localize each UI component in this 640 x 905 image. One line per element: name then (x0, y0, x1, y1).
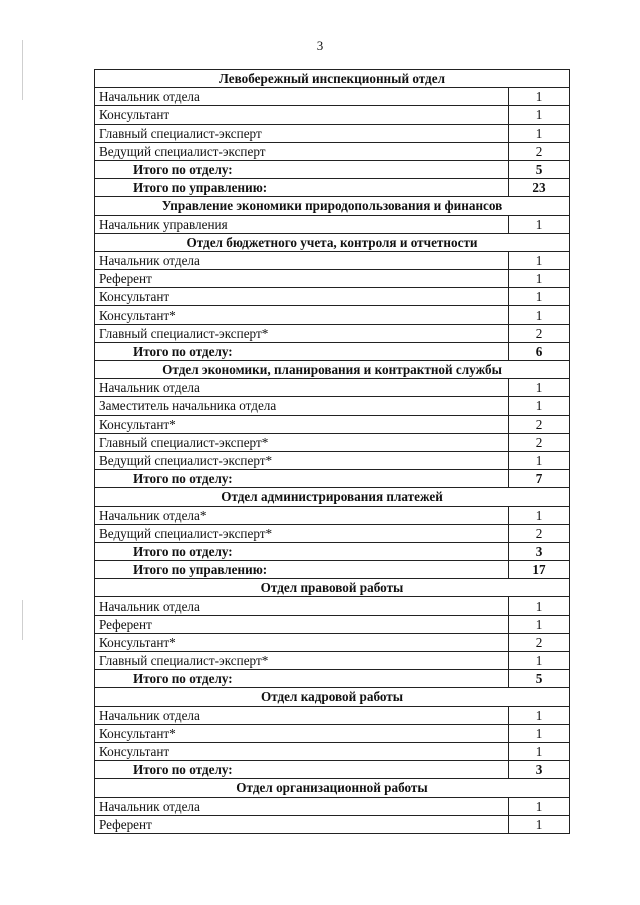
position-count: 2 (509, 415, 570, 433)
total-row (95, 761, 570, 779)
position-row (95, 797, 570, 815)
position-row (95, 88, 570, 106)
position-count: 1 (509, 724, 570, 742)
position-row (95, 433, 570, 451)
position-row (95, 524, 570, 542)
total-count: 5 (509, 160, 570, 178)
section-title: Отдел правовой работы (95, 579, 570, 597)
total-label: Итого по отделу: (95, 761, 509, 779)
position-count: 1 (509, 270, 570, 288)
position-name: Консультант (95, 742, 509, 760)
total-label: Итого по отделу: (95, 160, 509, 178)
total-label: Итого по отделу: (95, 342, 509, 360)
section-title: Отдел организационной работы (95, 779, 570, 797)
position-name: Консультант* (95, 633, 509, 651)
position-name: Начальник отдела (95, 251, 509, 269)
total-label: Итого по отделу: (95, 470, 509, 488)
position-row (95, 597, 570, 615)
position-row (95, 815, 570, 833)
position-name: Начальник управления (95, 215, 509, 233)
position-count: 1 (509, 506, 570, 524)
position-count: 1 (509, 615, 570, 633)
position-row (95, 106, 570, 124)
position-name: Консультант* (95, 415, 509, 433)
position-count: 2 (509, 433, 570, 451)
position-row (95, 124, 570, 142)
position-row (95, 142, 570, 160)
position-name: Главный специалист-эксперт (95, 124, 509, 142)
total-row (95, 160, 570, 178)
position-name: Главный специалист-эксперт* (95, 324, 509, 342)
staffing-table (94, 69, 570, 834)
position-count: 2 (509, 524, 570, 542)
total-count: 5 (509, 670, 570, 688)
total-count: 17 (509, 561, 570, 579)
total-row (95, 670, 570, 688)
position-name: Референт (95, 815, 509, 833)
position-name: Главный специалист-эксперт* (95, 433, 509, 451)
position-count: 2 (509, 142, 570, 160)
section-header-row (95, 361, 570, 379)
position-row (95, 652, 570, 670)
position-count: 1 (509, 251, 570, 269)
position-row (95, 306, 570, 324)
position-count: 1 (509, 451, 570, 469)
position-name: Заместитель начальника отдела (95, 397, 509, 415)
total-label: Итого по отделу: (95, 670, 509, 688)
position-name: Начальник отдела (95, 706, 509, 724)
position-count: 2 (509, 324, 570, 342)
position-count: 1 (509, 379, 570, 397)
position-name: Начальник отдела (95, 597, 509, 615)
position-row (95, 379, 570, 397)
position-name: Ведущий специалист-эксперт (95, 142, 509, 160)
position-row (95, 724, 570, 742)
position-name: Начальник отдела (95, 379, 509, 397)
section-title: Отдел экономики, планирования и контрактной службы (95, 361, 570, 379)
position-row (95, 288, 570, 306)
section-header-row (95, 779, 570, 797)
staffing-table-body (95, 70, 570, 834)
total-row (95, 470, 570, 488)
section-header-row (95, 579, 570, 597)
section-header-row (95, 488, 570, 506)
position-name: Консультант* (95, 724, 509, 742)
position-name: Начальник отдела (95, 797, 509, 815)
position-name: Консультант (95, 106, 509, 124)
position-count: 1 (509, 215, 570, 233)
total-label: Итого по отделу: (95, 542, 509, 560)
total-count: 23 (509, 179, 570, 197)
position-name: Консультант (95, 288, 509, 306)
section-header-row (95, 70, 570, 88)
page-number: 3 (316, 38, 324, 53)
position-count: 1 (509, 88, 570, 106)
position-row (95, 633, 570, 651)
position-count: 1 (509, 306, 570, 324)
position-name: Начальник отдела (95, 88, 509, 106)
total-count: 7 (509, 470, 570, 488)
position-count: 1 (509, 797, 570, 815)
position-row (95, 251, 570, 269)
position-row (95, 397, 570, 415)
position-count: 1 (509, 815, 570, 833)
section-header-row (95, 197, 570, 215)
position-name: Референт (95, 270, 509, 288)
section-header-row (95, 688, 570, 706)
margin-scan-mark (22, 600, 23, 640)
total-count: 6 (509, 342, 570, 360)
section-title: Управление экономики природопользования и финансов (95, 197, 570, 215)
total-count: 3 (509, 761, 570, 779)
position-row (95, 324, 570, 342)
section-header-row (95, 233, 570, 251)
position-name: Ведущий специалист-эксперт* (95, 524, 509, 542)
position-count: 1 (509, 124, 570, 142)
total-label: Итого по управлению: (95, 179, 509, 197)
position-count: 2 (509, 633, 570, 651)
position-count: 1 (509, 397, 570, 415)
position-count: 1 (509, 106, 570, 124)
total-row (95, 342, 570, 360)
position-row (95, 706, 570, 724)
total-row (95, 542, 570, 560)
total-row (95, 179, 570, 197)
position-count: 1 (509, 742, 570, 760)
section-title: Отдел администрирования платежей (95, 488, 570, 506)
position-name: Референт (95, 615, 509, 633)
position-name: Консультант* (95, 306, 509, 324)
position-count: 1 (509, 597, 570, 615)
total-count: 3 (509, 542, 570, 560)
position-count: 1 (509, 706, 570, 724)
position-row (95, 615, 570, 633)
section-title: Отдел кадровой работы (95, 688, 570, 706)
total-label: Итого по управлению: (95, 561, 509, 579)
position-row (95, 451, 570, 469)
position-row (95, 415, 570, 433)
position-count: 1 (509, 652, 570, 670)
position-name: Ведущий специалист-эксперт* (95, 451, 509, 469)
section-title: Левобережный инспекционный отдел (95, 70, 570, 88)
position-row (95, 215, 570, 233)
position-name: Главный специалист-эксперт* (95, 652, 509, 670)
position-name: Начальник отдела* (95, 506, 509, 524)
section-title: Отдел бюджетного учета, контроля и отчетности (95, 233, 570, 251)
position-row (95, 270, 570, 288)
total-row (95, 561, 570, 579)
position-count: 1 (509, 288, 570, 306)
position-row (95, 742, 570, 760)
position-row (95, 506, 570, 524)
